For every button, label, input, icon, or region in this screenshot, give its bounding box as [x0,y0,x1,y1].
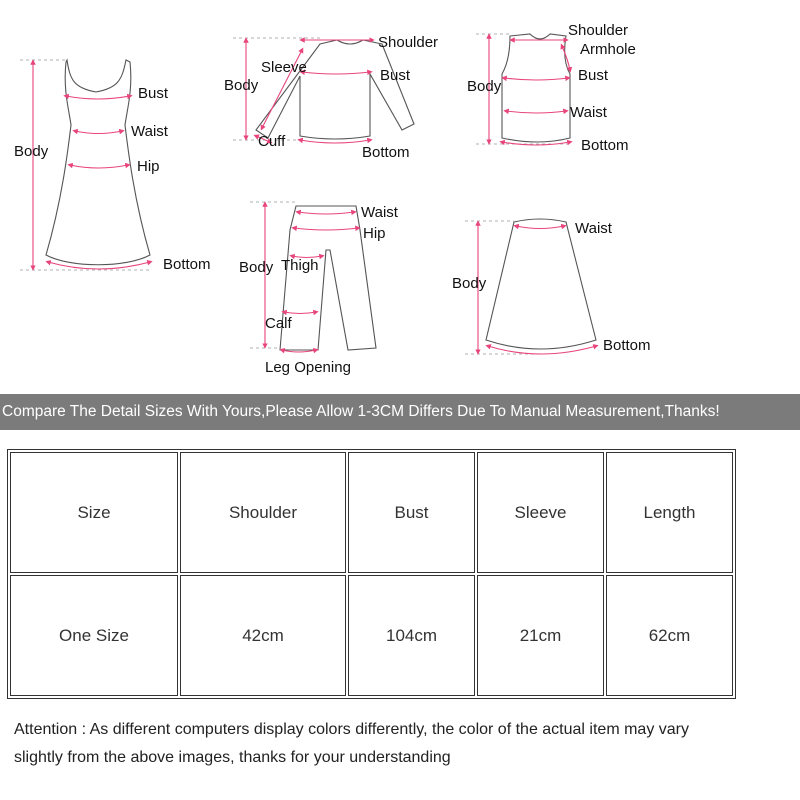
pants-figure [239,202,399,376]
header-bust: Bust [348,452,475,573]
dress-body-label: Body [14,143,49,160]
top-sleeve-label: Sleeve [261,59,307,76]
top-bust-label: Bust [380,67,411,84]
vest-figure [467,22,636,154]
vest-armhole-label: Armhole [580,41,636,58]
size-table [7,449,736,699]
measurement-diagram [0,0,800,392]
skirt-body-label: Body [452,275,487,292]
dress-bust-label: Bust [138,85,169,102]
pants-calf-label: Calf [265,315,292,332]
dress-bottom-label: Bottom [163,256,211,273]
cell-sleeve: 21cm [477,575,604,696]
dress-waist-label: Waist [131,123,168,140]
top-body-label: Body [224,77,259,94]
skirt-figure [452,219,651,354]
top-shoulder-label: Shoulder [378,34,439,51]
pants-leg-opening-label: Leg Opening [265,359,351,376]
vest-bust-label: Bust [578,67,609,84]
dress-hip-label: Hip [137,158,160,175]
header-shoulder: Shoulder [180,452,346,573]
vest-bottom-label: Bottom [581,137,629,154]
table-header-row [10,452,733,573]
attention-notice: Attention : As different computers display colors differently, the color of the actual item may vary slightly from the above images, thanks for your understanding [14,721,689,766]
cell-size: One Size [10,575,178,696]
cell-length: 62cm [606,575,733,696]
cell-bust: 104cm [348,575,475,696]
header-sleeve: Sleeve [477,452,604,573]
dress-figure [14,60,211,273]
top-bottom-label: Bottom [362,144,410,161]
header-length: Length [606,452,733,573]
top-cuff-label: Cuff [258,133,286,150]
pants-waist-label: Waist [361,204,398,221]
pants-thigh-label: Thigh [281,257,319,274]
pants-body-label: Body [239,259,274,276]
table-row [10,575,733,696]
vest-waist-label: Waist [570,104,607,121]
header-size: Size [10,452,178,573]
vest-body-label: Body [467,78,502,95]
pants-hip-label: Hip [363,225,386,242]
skirt-waist-label: Waist [575,220,612,237]
measurement-banner: Compare The Detail Sizes With Yours,Please Allow 1-3CM Differs Due To Manual Measurement,Thanks! [0,394,800,430]
cell-shoulder: 42cm [180,575,346,696]
skirt-bottom-label: Bottom [603,337,651,354]
vest-shoulder-label: Shoulder [568,22,629,39]
top-figure [224,34,438,161]
